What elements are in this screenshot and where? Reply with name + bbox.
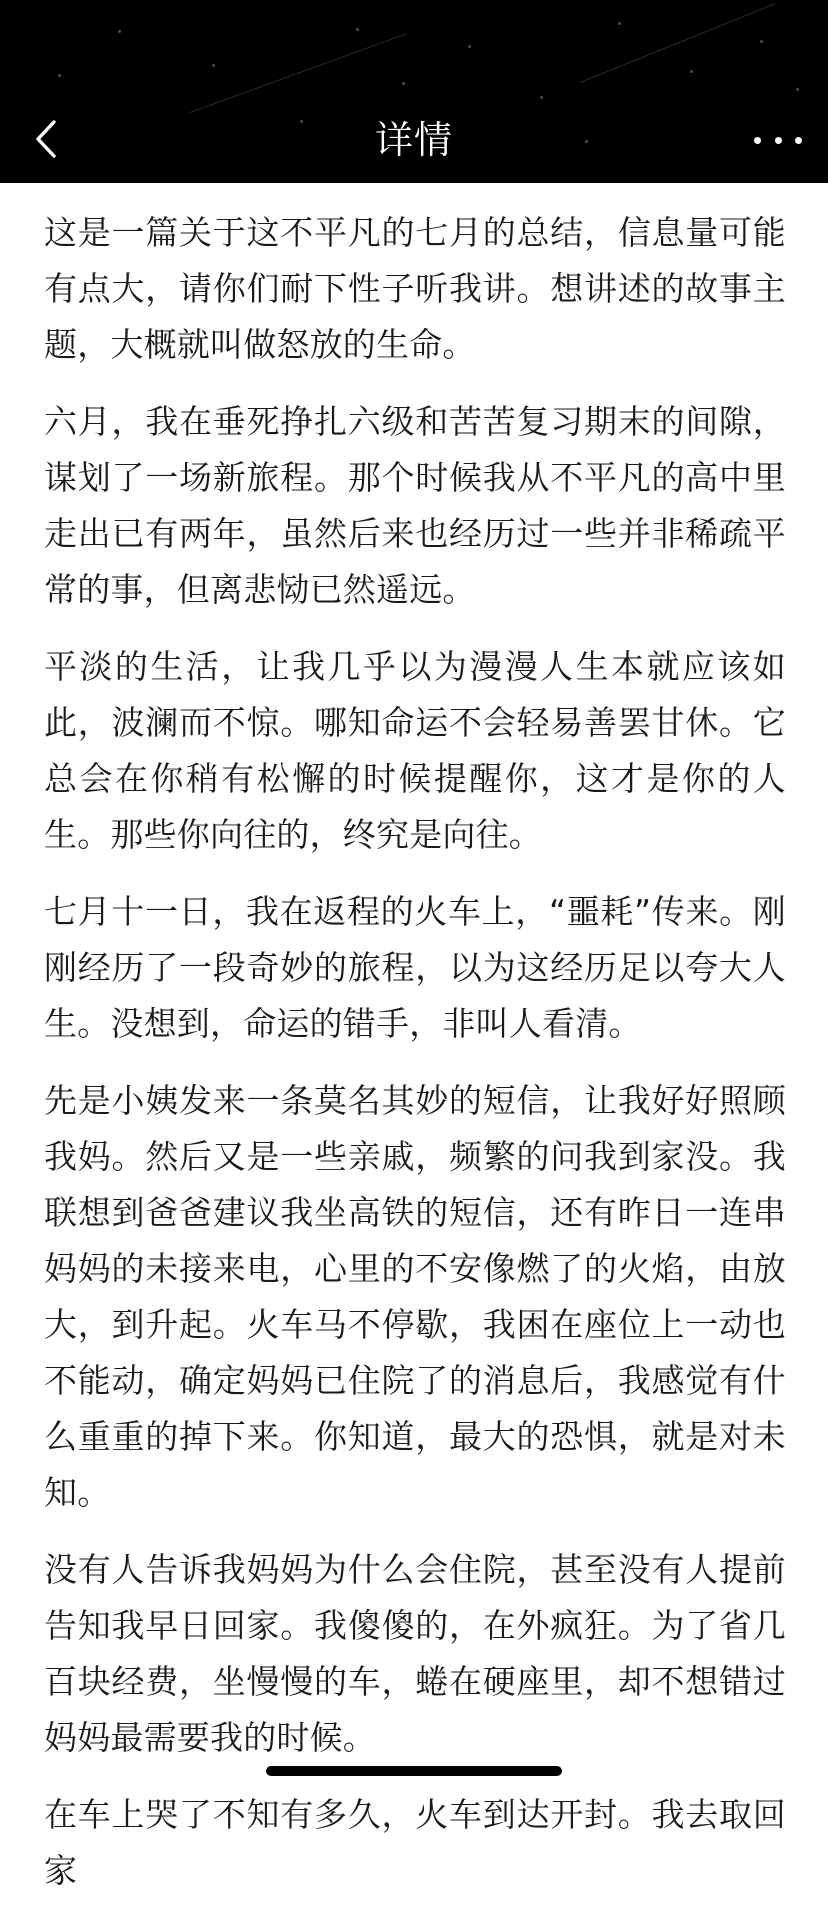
star-decoration [760, 40, 763, 43]
star-decoration [540, 96, 543, 99]
star-decoration [118, 30, 121, 33]
streak-decoration [190, 33, 406, 113]
more-horizontal-icon [754, 137, 761, 144]
star-decoration [468, 45, 471, 48]
home-indicator[interactable] [266, 1766, 562, 1776]
article-paragraph: 这是一篇关于这不平凡的七月的总结，信息量可能有点大，请你们耐下性子听我讲。想讲述的故事主题，大概就叫做怒放的生命。 [44, 213, 786, 364]
star-decoration [402, 82, 405, 85]
article-paragraph: 在车上哭了不知有多久，火车到达开封。我去取回家 [44, 1795, 786, 1890]
star-decoration [618, 22, 621, 25]
article-paragraph: 先是小姨发来一条莫名其妙的短信，让我好好照顾我妈。然后又是一些亲戚，频繁的问我到家没。我联想到爸爸建议我坐高铁的短信，还有昨日一连串妈妈的未接来电，心里的不安像燃了的火焰，由放大，到升起。火车马不停歇，我困在座位上一动也不能动，确定妈妈已住院了的消息后，我感觉有什么重重的掉下来。你知道，最大的恐惧，就是对未知。 [44, 1081, 786, 1512]
star-decoration [212, 64, 215, 67]
article-paragraph: 平淡的生活，让我几乎以为漫漫人生本就应该如此，波澜而不惊。哪知命运不会轻易善罢甘休。它总会在你稍有松懈的时候提醒你，这才是你的人生。那些你向往的，终究是向往。 [44, 647, 786, 854]
article-paragraph: 七月十一日，我在返程的火车上，“噩耗”传来。刚刚经历了一段奇妙的旅程，以为这经历足以夸大人生。没想到，命运的错手，非叫人看清。 [44, 892, 786, 1043]
nav-bar [0, 0, 828, 183]
star-decoration [58, 74, 61, 77]
more-horizontal-icon [775, 137, 782, 144]
star-decoration [796, 88, 799, 91]
star-decoration [690, 70, 693, 73]
article-body [44, 205, 786, 1920]
page-title: 详情 [374, 118, 453, 162]
more-horizontal-icon [795, 137, 802, 144]
streak-decoration [580, 3, 775, 83]
article-paragraph: 六月，我在垂死挣扎六级和苦苦复习期末的间隙，谋划了一场新旅程。那个时候我从不平凡的高中里走出已有两年，虽然后来也经历过一些并非稀疏平常的事，但离悲恸已然遥远。 [44, 402, 786, 609]
more-options-button[interactable] [754, 118, 802, 162]
article-paragraph: 没有人告诉我妈妈为什么会住院，甚至没有人提前告知我早日回家。我傻傻的，在外疯狂。为了省几百块经费，坐慢慢的车，蜷在硬座里，却不想错过妈妈最需要我的时候。 [44, 1550, 786, 1757]
star-decoration [356, 28, 359, 31]
